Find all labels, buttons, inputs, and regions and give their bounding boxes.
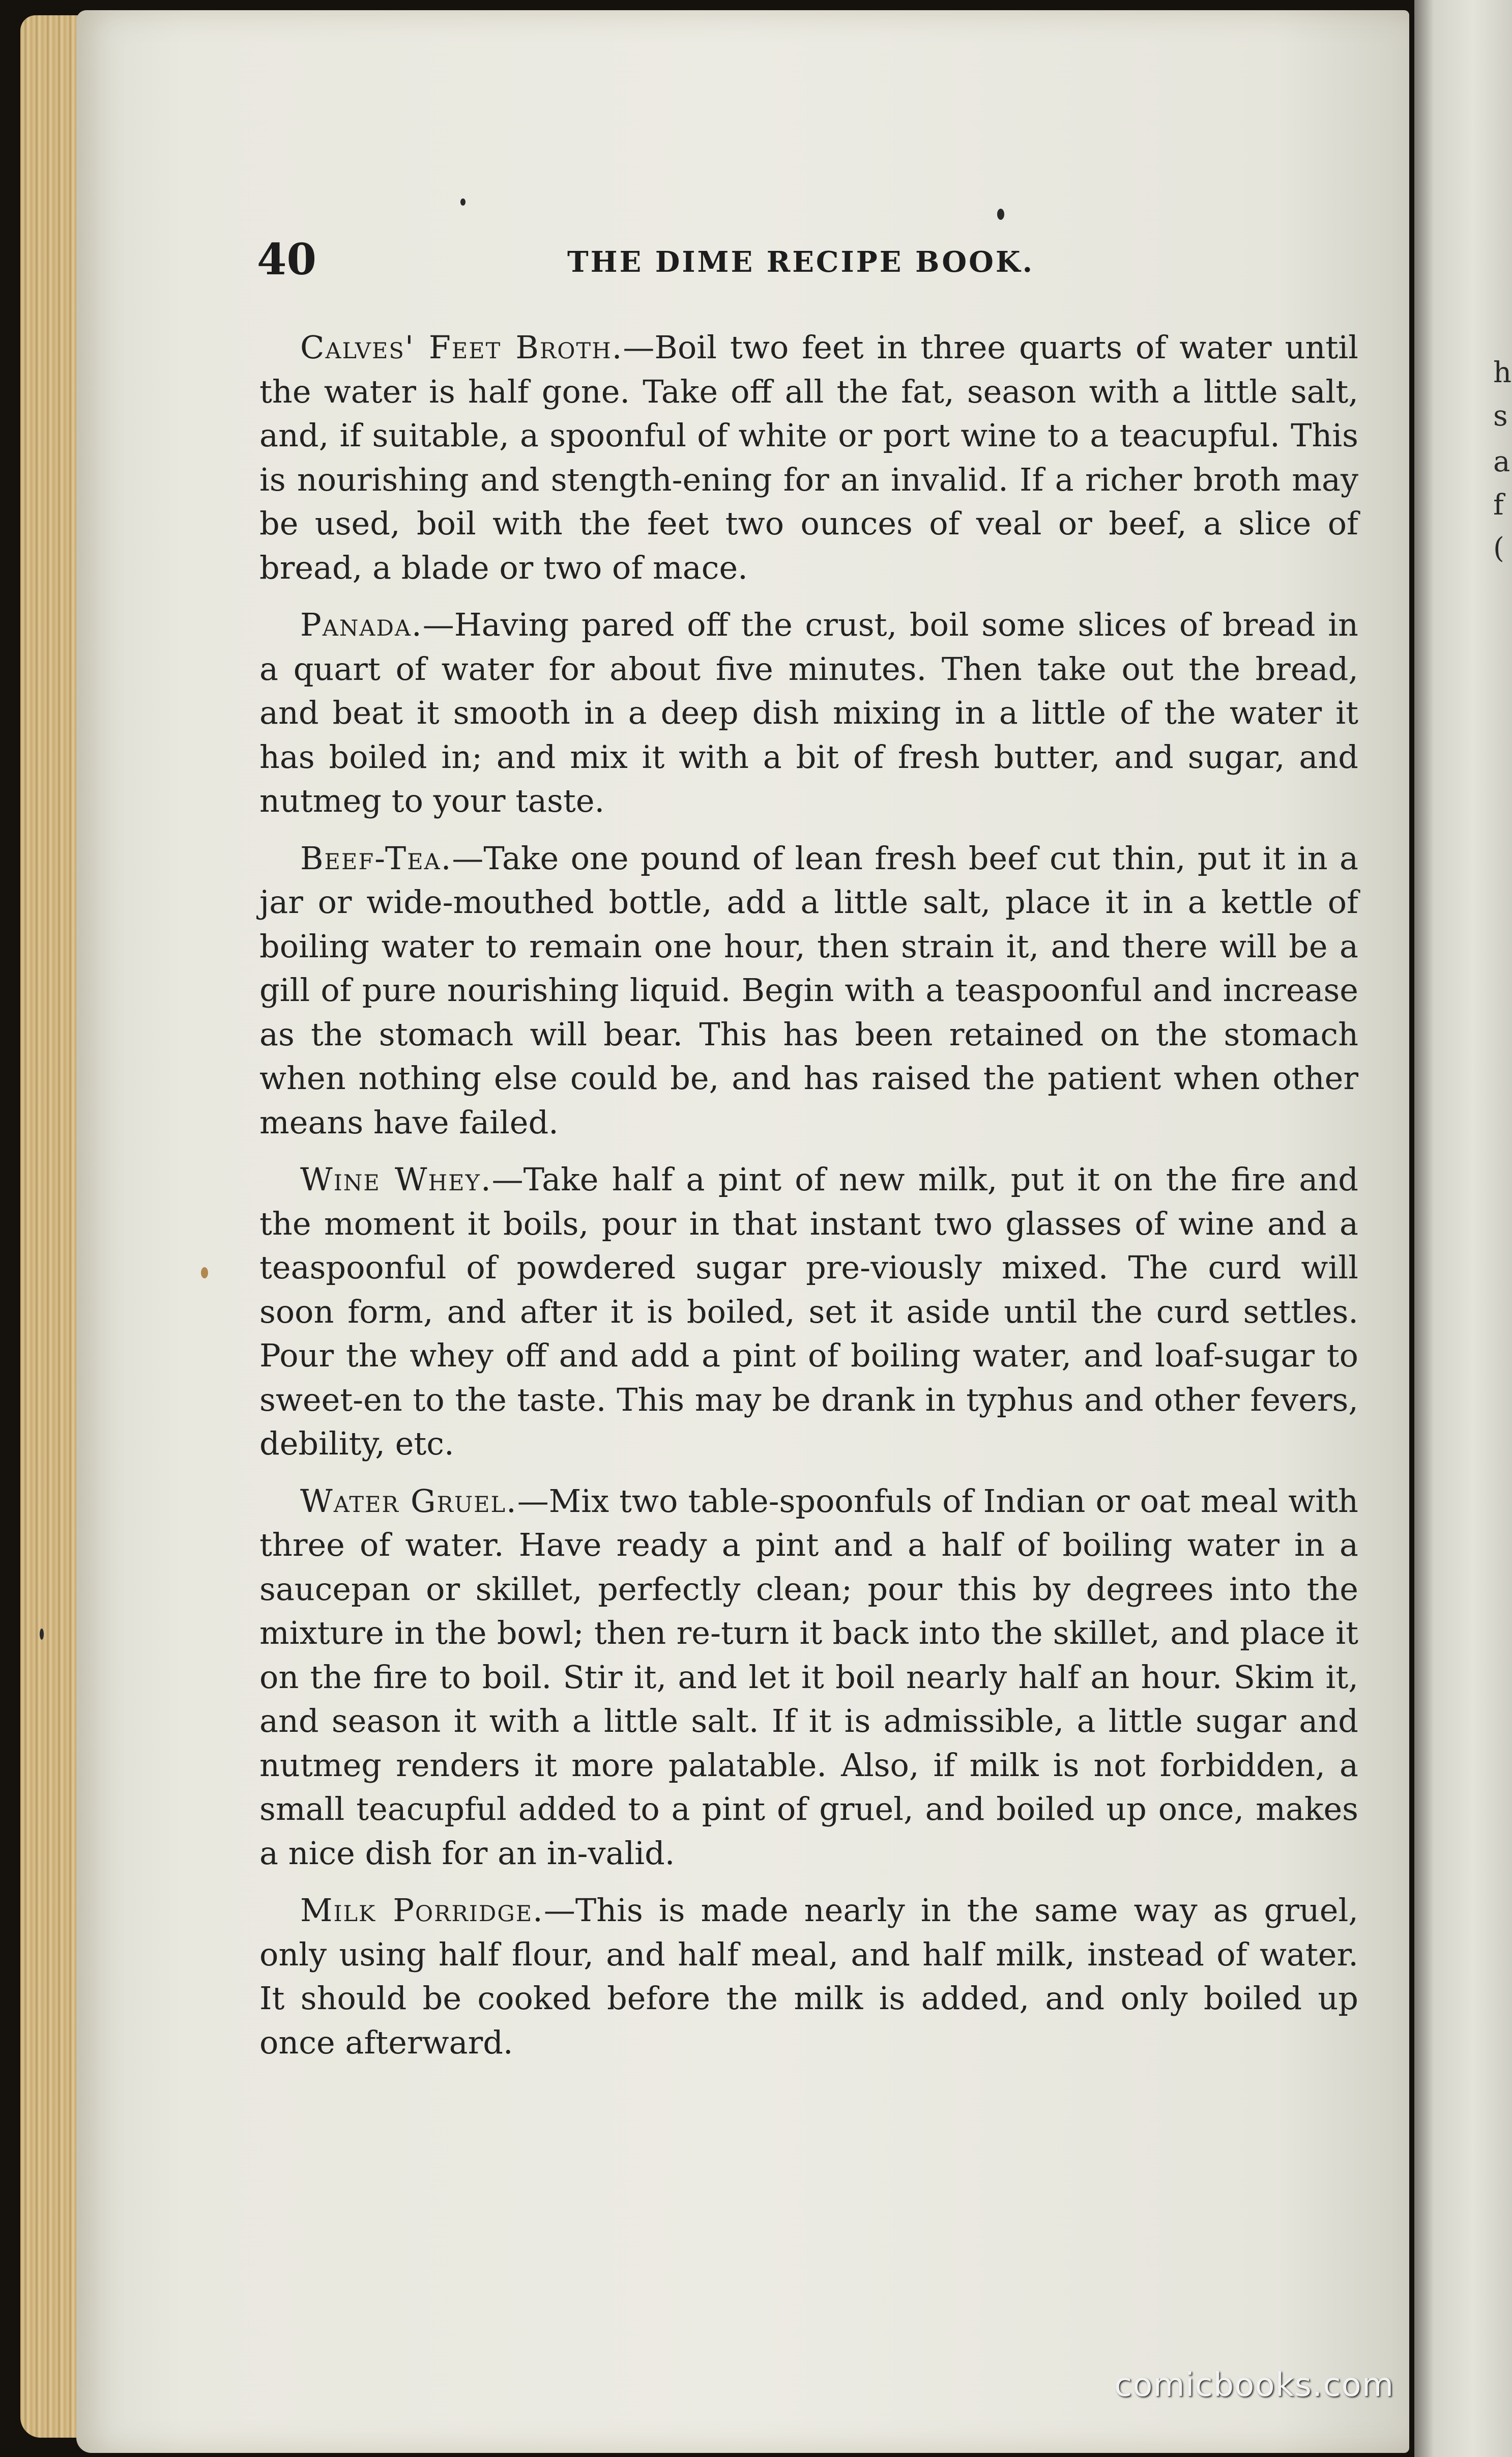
recipe-text: —Take half a pint of new milk, put it on the fire and the moment it boils, pour in that instant two glasses of wine and a teaspoonful of powdered sugar pre-viously mixed. The curd will soon form, and after it is boiled, set it aside until the curd settles. Pour the whey off and add a pint of boiling water, and loaf-sugar to sweet-en to the taste. This may be drank in typhus and other fevers, debility, etc. xyxy=(259,1161,1358,1462)
page-number: 40 xyxy=(257,234,316,284)
recipe-wine-whey xyxy=(259,1158,1358,1466)
recipe-panada xyxy=(259,603,1358,823)
next-page-letter: h xyxy=(1493,356,1512,389)
recipe-water-gruel xyxy=(259,1479,1358,1876)
recipe-text: —Mix two table-spoonfuls of Indian or oat meal with three of water. Have ready a pint and a half of boiling water in a saucepan or skillet, perfectly clean; pour this by degrees into the mixture in the bowl; then re-turn it back into the skillet, and place it on the fire to boil. Stir it, and let it boil nearly half an hour. Skim it, and season it with a little salt. If it is admissible, a little sugar and nutmeg renders it more palatable. Also, if milk is not forbidden, a small teacupful added to a pint of gruel, and boiled up once, makes a nice dish for an in-valid. xyxy=(259,1482,1358,1872)
recipe-beef-tea xyxy=(259,837,1358,1145)
recipe-text: —Take one pound of lean fresh beef cut thin, put it in a jar or wide-mouthed bottle, add a little salt, place it in a kettle of boiling water to remain one hour, then strain it, and there will be a gill of pure nourishing liquid. Begin with a teaspoonful and increase as the stomach will bear. This has been retained on the stomach when nothing else could be, and has raised the patient when other means have failed. xyxy=(259,839,1358,1141)
recipe-milk-porridge xyxy=(259,1889,1358,2065)
page-header xyxy=(257,234,1363,285)
recipe-calves-feet-broth xyxy=(259,326,1358,590)
next-page-letter: a xyxy=(1493,445,1510,478)
next-page-letter: f xyxy=(1493,489,1504,522)
recipe-text: —Boil two feet in three quarts of water until the water is half gone. Take off all the fat, season with a little salt, and, if suitable, a spoonful of white or port wine to a teacupful. This is nourishing and stength-ening for an invalid. If a richer broth may be used, boil with the feet two ounces of veal or beef, a slice of bread, a blade or two of mace. xyxy=(259,329,1358,586)
running-title: THE DIME RECIPE BOOK. xyxy=(567,245,1035,279)
recipe-text: —Having pared off the crust, boil some slices of bread in a quart of water for about five minutes. Then take out the bread, and beat it smooth in a deep dish mixing in a little of the water it has boiled in; and mix it with a bit of fresh butter, and sugar, and nutmeg to your taste. xyxy=(259,606,1358,819)
recipe-title: Wine Whey. xyxy=(300,1161,492,1198)
recipe-title: Panada. xyxy=(300,606,423,643)
recipe-title: Milk Porridge. xyxy=(300,1892,544,1929)
ink-speck xyxy=(997,209,1004,220)
next-page-letter: s xyxy=(1493,399,1508,433)
recipe-text: —This is made nearly in the same way as gruel, only using half flour, and half meal, and half milk, instead of water. It should be cooked before the milk is added, and only boiled up once afterward. xyxy=(259,1892,1358,2061)
watermark: comicbooks.com xyxy=(1114,2366,1394,2404)
ink-speck xyxy=(460,198,466,206)
ink-speck xyxy=(40,1629,44,1640)
recipe-title: Calves' Feet Broth. xyxy=(300,329,623,366)
next-page-letter: ( xyxy=(1493,532,1504,565)
page-body xyxy=(259,326,1358,2078)
ink-speck xyxy=(201,1267,208,1278)
recipe-title: Beef-Tea. xyxy=(300,839,452,877)
recipe-title: Water Gruel. xyxy=(300,1482,517,1520)
